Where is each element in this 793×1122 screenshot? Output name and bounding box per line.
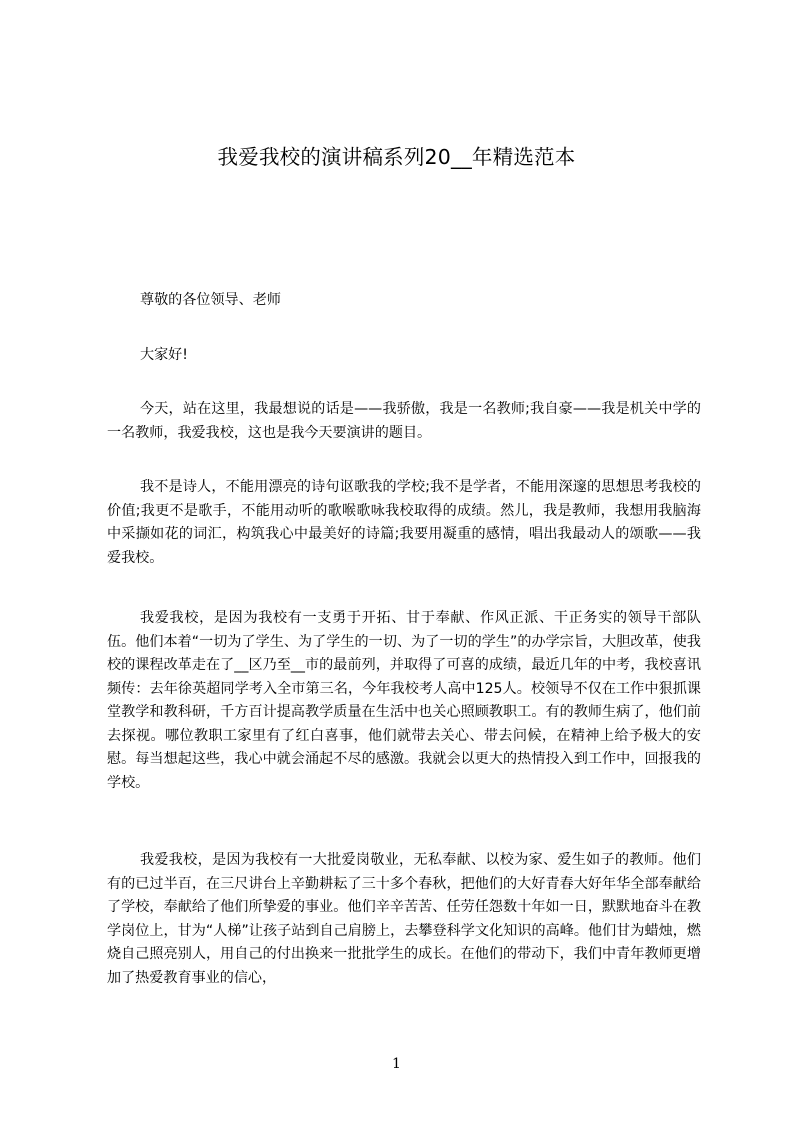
- paragraph: 我爱我校，是因为我校有一支勇于开拓、甘于奉献、作风正派、干正务实的领导干部队伍。他们本着“一切为了学生、为了学生的一切、为了一切的学生”的办学宗旨，大胆改革，使我校的课程改革走在了__区乃至__市的最前列，并取得了可喜的成绩，最近几年的中考，我校喜讯频传：去年徐英超同学考入全市第三名，今年我校考人高中125人。校领导不仅在工作中狠抓课堂教学和教科研，千方百计提高教学质量在生活中也关心照顾教职工。有的教师生病了，他们前去探视。哪位教职工家里有了红白喜事，他们就带去关心、带去问候，在精神上给予极大的安慰。每当想起这些，我心中就会涌起不尽的感激。我就会以更大的热情投入到工作中，回报我的学校。: [107, 610, 701, 791]
- paragraph: 今天，站在这里，我最想说的话是——我骄傲，我是一名教师;我自豪——我是机关中学的一名教师，我爱我校，这也是我今天要演讲的题目。: [107, 401, 701, 441]
- greeting: 大家好!: [140, 347, 188, 363]
- paragraph: 我爱我校，是因为我校有一大批爱岗敬业，无私奉献、以校为家、爱生如子的教师。他们有的已过半百，在三尺讲台上辛勤耕耘了三十多个春秋，把他们的大好青春大好年华全部奉献给了学校，奉献给了他们所挚爱的事业。他们辛辛苦苦、任劳任怨数十年如一日，默默地奋斗在教学岗位上，甘为“人梯”让孩子站到自己肩膀上，去攀登科学文化知识的高峰。他们甘为蜡烛，燃烧自己照亮别人，用自己的付出换来一批批学生的成长。在他们的带动下，我们中青年教师更增加了热爱教育事业的信心，: [107, 852, 701, 986]
- salutation: 尊敬的各位领导、老师: [140, 292, 281, 308]
- page-number: 1: [392, 1056, 401, 1072]
- document-title: 我爱我校的演讲稿系列20__年精选范本: [217, 145, 576, 169]
- paragraph: 我不是诗人，不能用漂亮的诗句讴歌我的学校;我不是学者，不能用深邃的思想思考我校的价值;我更不是歌手，不能用动听的歌喉歌咏我校取得的成绩。然儿，我是教师，我想用我脑海中采撷如花的词汇，构筑我心中最美好的诗篇;我要用凝重的感情，唱出我最动人的颂歌——我爱我校。: [107, 479, 701, 566]
